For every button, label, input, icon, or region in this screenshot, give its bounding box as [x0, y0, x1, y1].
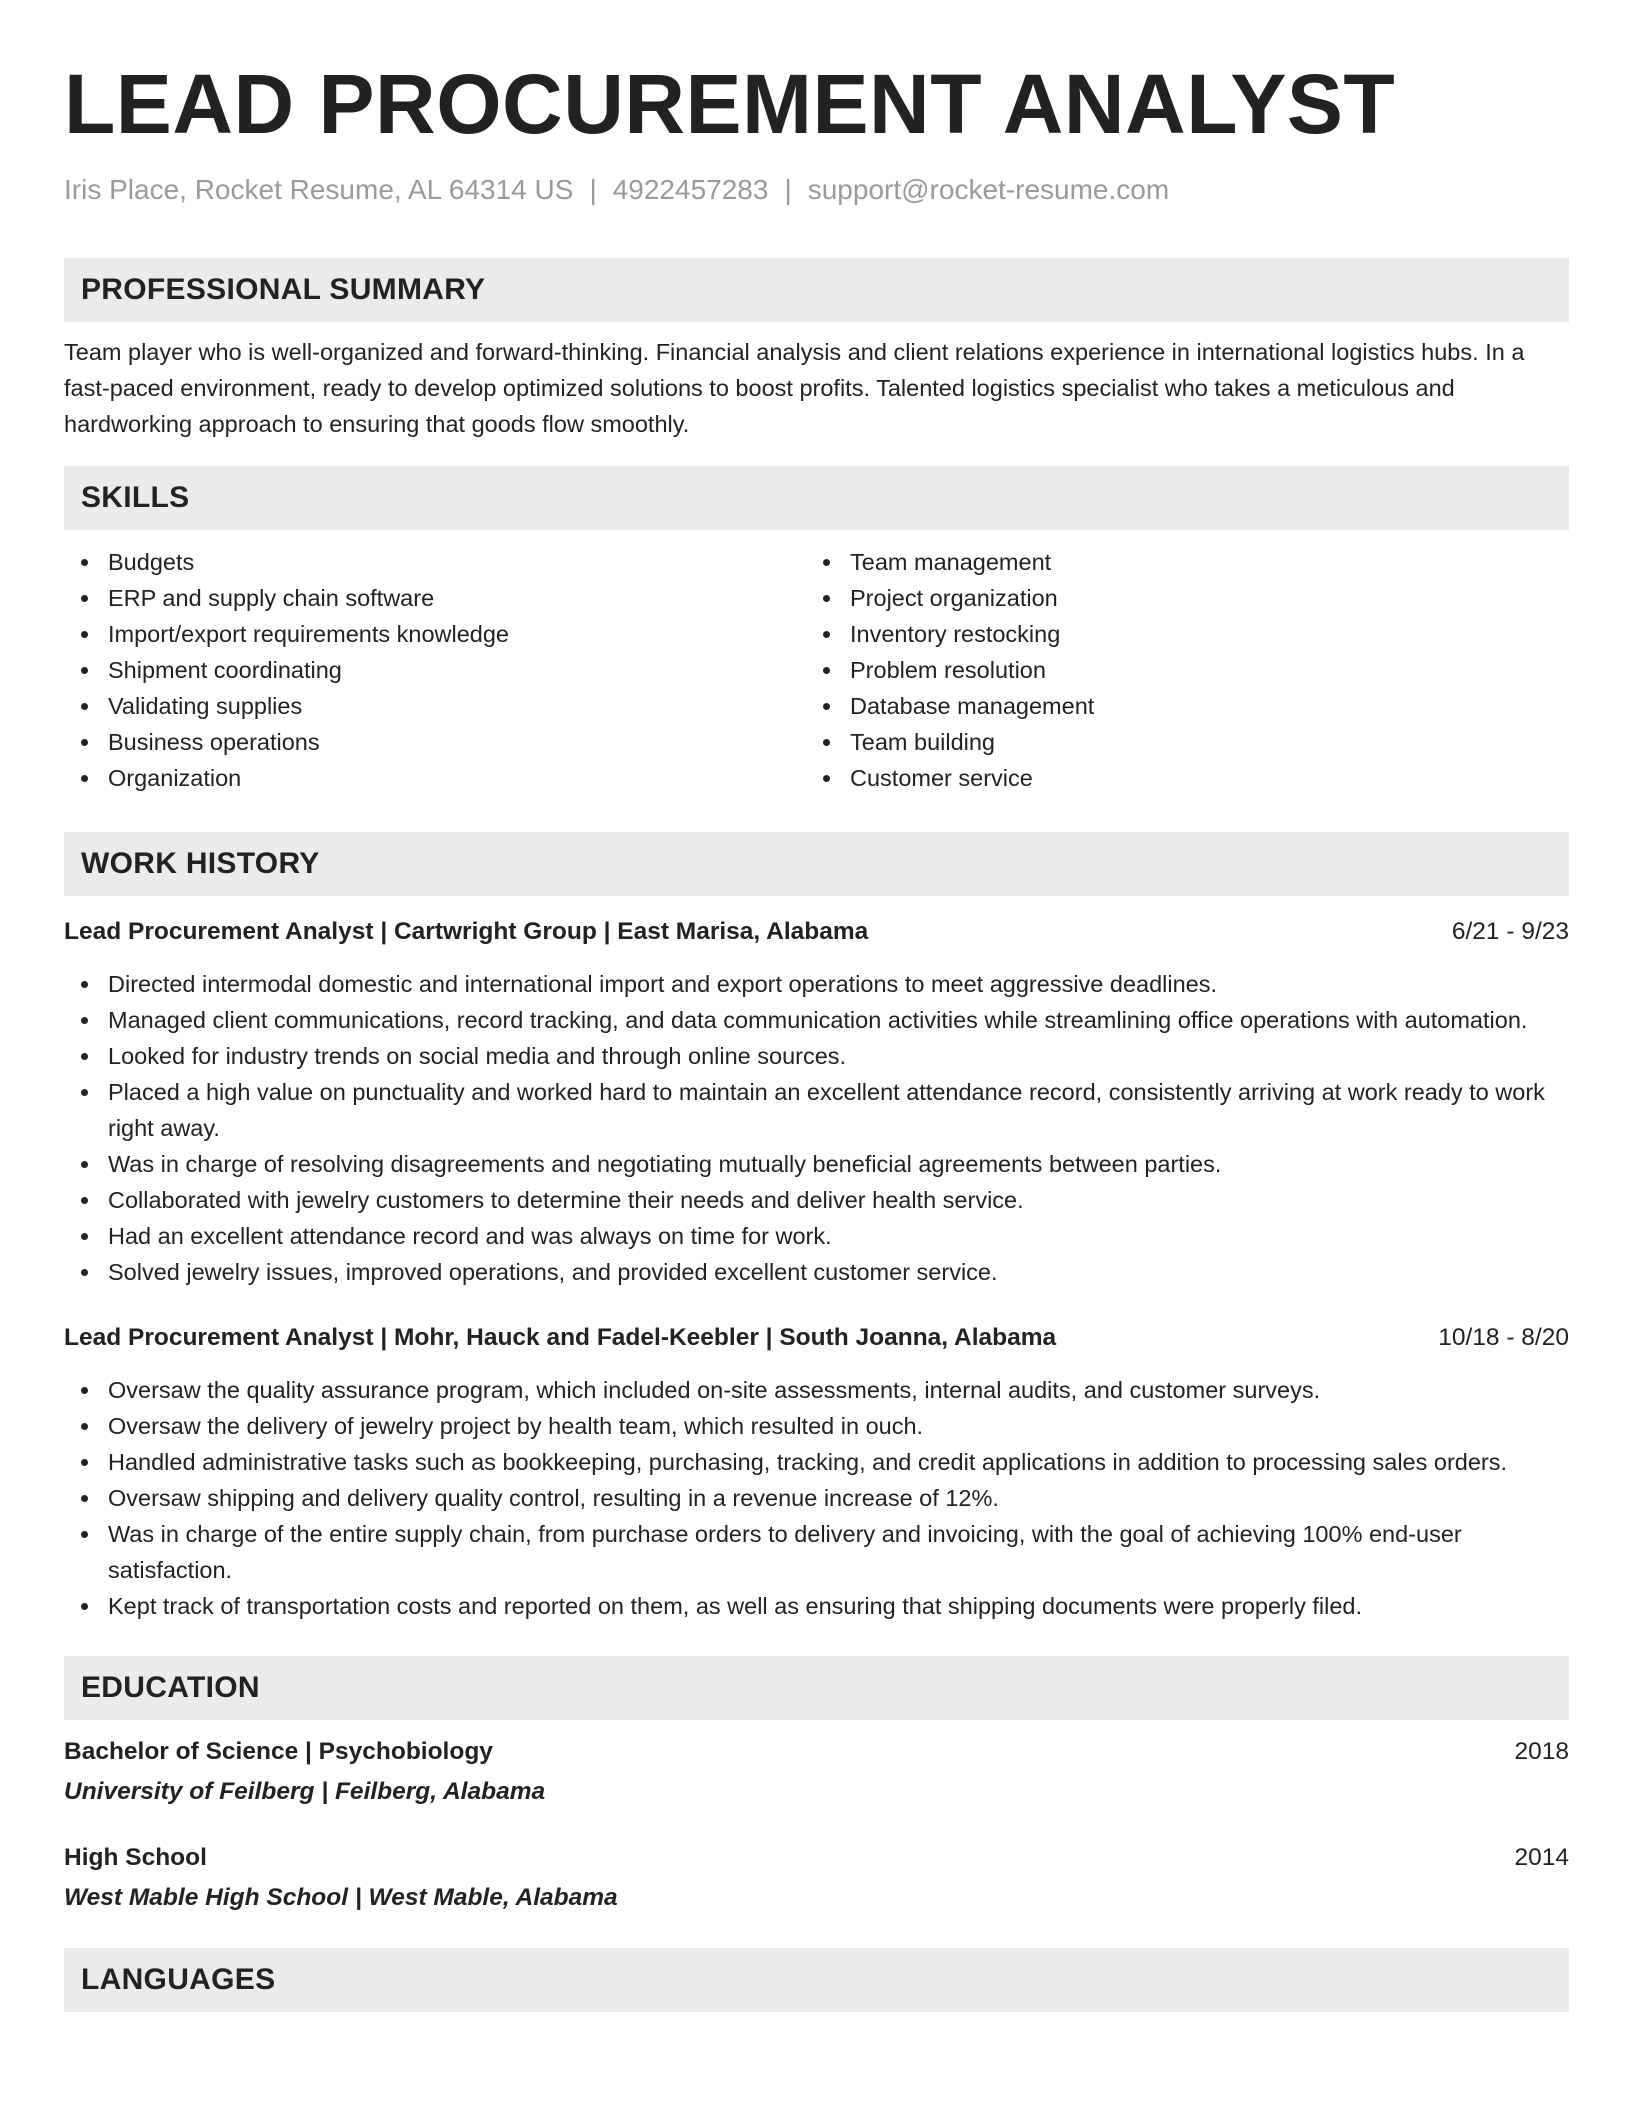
skills-column-left [64, 544, 806, 796]
skill-item: Validating supplies [64, 688, 806, 724]
section-header-summary [64, 258, 1569, 322]
education-year: 2018 [1514, 1738, 1569, 1765]
skill-item: Team building [806, 724, 1548, 760]
skill-item: Organization [64, 760, 806, 796]
education-header [64, 1734, 1569, 1770]
contact-phone: 4922457283 [612, 174, 769, 205]
section-header-work-history [64, 832, 1569, 896]
job-bullet: Was in charge of resolving disagreements and negotiating mutually beneficial agreements between parties. [64, 1146, 1569, 1182]
section-header-languages [64, 1948, 1569, 2012]
education-school: West Mable High School | West Mable, Alabama [64, 1884, 618, 1911]
job-bullet: Oversaw the quality assurance program, which included on-site assessments, internal audits, and customer surveys. [64, 1372, 1569, 1408]
skills-column-right [806, 544, 1548, 796]
education-year: 2014 [1514, 1844, 1569, 1871]
contact-address: Iris Place, Rocket Resume, AL 64314 US [64, 174, 574, 205]
job-bullet: Looked for industry trends on social media and through online sources. [64, 1038, 1569, 1074]
job-bullet: Had an excellent attendance record and was always on time for work. [64, 1218, 1569, 1254]
section-header-education [64, 1656, 1569, 1720]
job-entry [64, 914, 1569, 1290]
skill-item: Problem resolution [806, 652, 1548, 688]
job-bullet: Kept track of transportation costs and reported on them, as well as ensuring that shipping documents were properly filed. [64, 1588, 1569, 1624]
education-entry [64, 1734, 1569, 1810]
section-title: SKILLS [81, 481, 190, 514]
education-degree: Bachelor of Science | Psychobiology [64, 1738, 493, 1765]
job-entry [64, 1320, 1569, 1624]
skill-item: Budgets [64, 544, 806, 580]
education-school: University of Feilberg | Feilberg, Alabama [64, 1778, 546, 1805]
job-bullet: Placed a high value on punctuality and worked hard to maintain an excellent attendance record, consistently arriving at work ready to work right away. [64, 1074, 1569, 1146]
skill-item: ERP and supply chain software [64, 580, 806, 616]
skill-item: Database management [806, 688, 1548, 724]
skill-item: Inventory restocking [806, 616, 1548, 652]
job-bullet: Oversaw shipping and delivery quality control, resulting in a revenue increase of 12%. [64, 1480, 1569, 1516]
education-degree: High School [64, 1844, 207, 1871]
contact-separator: | [589, 174, 597, 205]
contact-email: support@rocket-resume.com [807, 174, 1170, 205]
section-title: LANGUAGES [81, 1963, 276, 1996]
job-title: Lead Procurement Analyst | Mohr, Hauck and Fadel-Keebler | South Joanna, Alabama [64, 1324, 1057, 1351]
job-dates: 10/18 - 8/20 [1438, 1324, 1569, 1351]
resume-title: LEAD PROCUREMENT ANALYST [64, 57, 1396, 151]
job-header [64, 914, 1569, 950]
job-bullet: Directed intermodal domestic and international import and export operations to meet aggressive deadlines. [64, 966, 1569, 1002]
skill-item: Project organization [806, 580, 1548, 616]
summary-text: Team player who is well-organized and forward-thinking. Financial analysis and client relations experience in international logistics hubs. In a fast-paced environment, ready to develop optimized solutions to boost profits. Talented logistics specialist who takes a meticulous and hardworking approach to ensuring that goods flow smoothly. [64, 339, 1525, 437]
skill-item: Team management [806, 544, 1548, 580]
contact-separator: | [784, 174, 792, 205]
contact-line [64, 172, 1569, 208]
job-dates: 6/21 - 9/23 [1451, 918, 1569, 945]
job-bullets [64, 966, 1569, 1290]
job-bullet: Was in charge of the entire supply chain, from purchase orders to delivery and invoicing, with the goal of achieving 100% end-user satisfaction. [64, 1516, 1569, 1588]
job-bullet: Managed client communications, record tracking, and data communication activities while streamlining office operations with automation. [64, 1002, 1569, 1038]
section-header-skills [64, 466, 1569, 530]
skills-list [64, 544, 1569, 796]
job-bullet: Handled administrative tasks such as bookkeeping, purchasing, tracking, and credit applications in addition to processing sales orders. [64, 1444, 1569, 1480]
skill-item: Import/export requirements knowledge [64, 616, 806, 652]
job-bullet: Collaborated with jewelry customers to determine their needs and deliver health service. [64, 1182, 1569, 1218]
section-title: PROFESSIONAL SUMMARY [81, 273, 486, 306]
job-header [64, 1320, 1569, 1356]
section-title: EDUCATION [81, 1671, 260, 1704]
education-entry [64, 1840, 1569, 1916]
job-title: Lead Procurement Analyst | Cartwright Group | East Marisa, Alabama [64, 918, 869, 945]
skill-item: Business operations [64, 724, 806, 760]
job-bullets [64, 1372, 1569, 1624]
skill-item: Customer service [806, 760, 1548, 796]
job-bullet: Solved jewelry issues, improved operations, and provided excellent customer service. [64, 1254, 1569, 1290]
education-header [64, 1840, 1569, 1876]
job-bullet: Oversaw the delivery of jewelry project by health team, which resulted in ouch. [64, 1408, 1569, 1444]
skill-item: Shipment coordinating [64, 652, 806, 688]
section-title: WORK HISTORY [81, 847, 320, 880]
